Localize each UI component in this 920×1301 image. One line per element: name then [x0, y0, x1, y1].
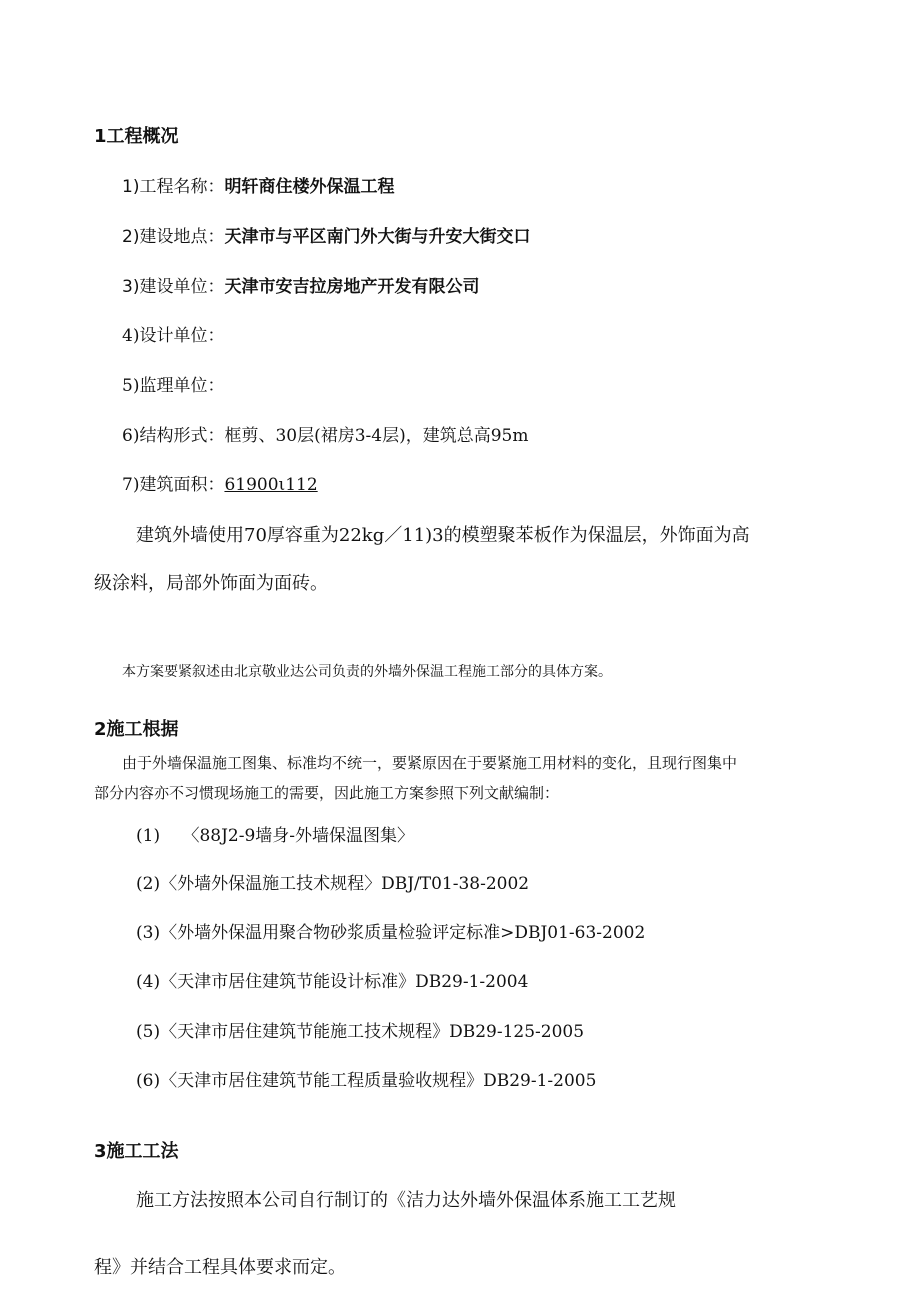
section2-heading: 2施工根据	[94, 719, 179, 740]
reference-item: (2)〈外墙外保温施工技术规程〉DBJ/T01-38-2002	[136, 874, 530, 894]
reference-item: (1) 〈88J2-9墙身-外墙保温图集〉	[136, 826, 415, 846]
structure-type-value: 框剪、30层(裙房3-4层)，建筑总高95m	[224, 426, 529, 446]
construction-site-value: 天津市与平区南门外大街与升安大街交口	[224, 227, 531, 247]
desc-line-1: 建筑外墙使用70厚容重为22kg／11)3的模塑聚苯板作为保温层，外饰面为高	[136, 525, 750, 546]
project-name-value: 明轩商住楼外保温工程	[224, 177, 395, 197]
developer-item	[122, 272, 479, 297]
reference-item: (4)〈天津市居住建筑节能设计标准》DB29-1-2004	[136, 972, 529, 992]
section3-heading: 3施工工法	[94, 1141, 179, 1162]
method-line-2: 程》并结合工程具体要求而定。	[94, 1257, 346, 1278]
supervision-unit-item	[122, 371, 224, 396]
structure-type-label: 6)结构形式：	[122, 426, 225, 446]
construction-site-label: 2)建设地点：	[122, 227, 225, 247]
supervision-unit-label: 5)监理单位：	[122, 376, 225, 396]
project-name-label: 1)工程名称：	[122, 177, 225, 197]
section1-heading: 1工程概况	[94, 126, 179, 147]
structure-type-item	[122, 421, 528, 446]
developer-value: 天津市安吉拉房地产开发有限公司	[224, 277, 480, 297]
design-unit-label: 4)设计单位：	[122, 326, 225, 346]
method-line-1: 施工方法按照本公司自行制订的《洁力达外墙外保温体系施工工艺规	[136, 1190, 676, 1211]
building-area-item	[122, 470, 318, 495]
building-area-label: 7)建筑面积：	[122, 475, 225, 495]
reference-item: (3)〈外墙外保温用聚合物砂浆质量检验评定标准>DBJ01-63-2002	[136, 923, 646, 943]
scope-note: 本方案要紧叙述由北京敬业达公司负责的外墙外保温工程施工部分的具体方案。	[122, 664, 612, 680]
reference-item: (6)〈天津市居住建筑节能工程质量验收规程》DB29-1-2005	[136, 1071, 597, 1091]
desc-line-2: 级涂料，局部外饰面为面砖。	[94, 573, 328, 594]
building-area-value: 61900ι112	[224, 475, 318, 495]
project-name-item	[122, 172, 394, 197]
basis-intro-line-2: 部分内容亦不习惯现场施工的需要，因此施工方案参照下列文献编制：	[94, 784, 560, 802]
design-unit-item	[122, 321, 224, 346]
developer-label: 3)建设单位：	[122, 277, 225, 297]
construction-site-item	[122, 222, 530, 247]
basis-intro-line-1: 由于外墙保温施工图集、标准均不统一，要紧原因在于要紧施工用材料的变化，且现行图集中	[122, 754, 738, 772]
reference-item: (5)〈天津市居住建筑节能施工技术规程》DB29-125-2005	[136, 1022, 585, 1042]
